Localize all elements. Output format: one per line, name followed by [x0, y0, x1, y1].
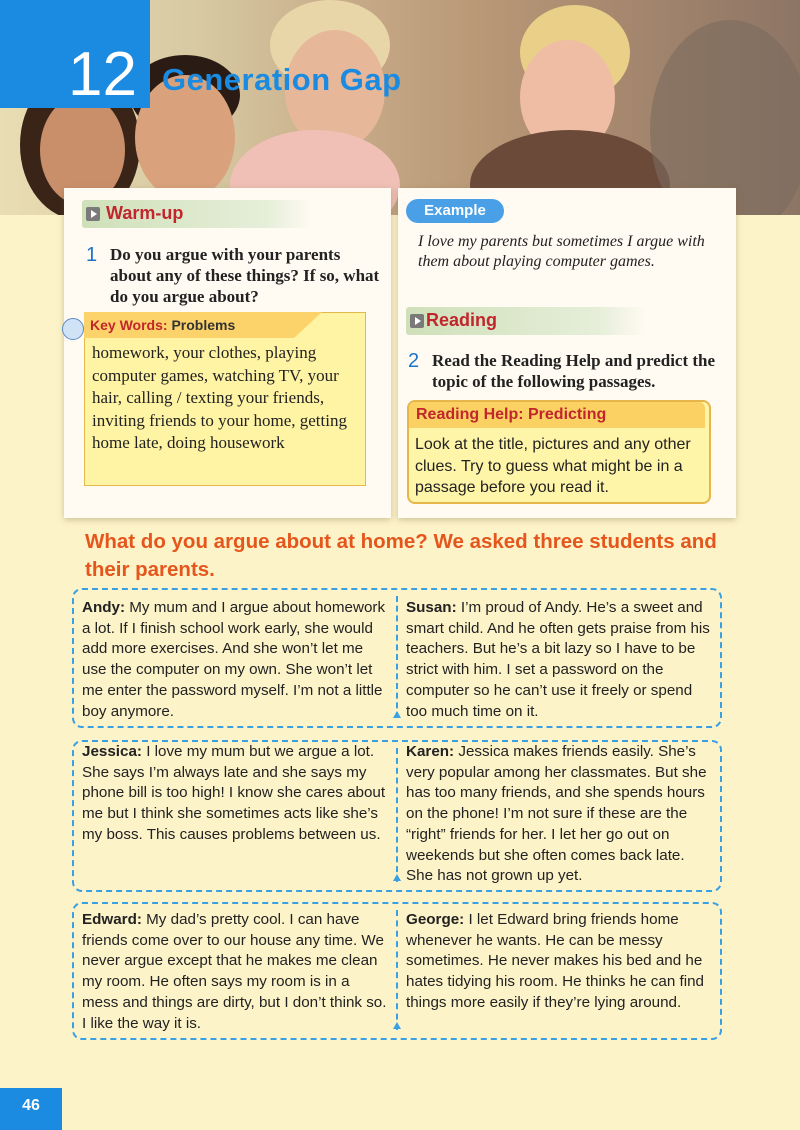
play-icon [410, 314, 424, 328]
warmup-label: Warm-up [106, 203, 184, 223]
quote-andy [82, 598, 388, 722]
key-words-topic: Problems [171, 317, 236, 333]
quote-text: Jessica makes friends easily. She’s very popular among her classmates. But she has too many friends, and she spends hours on the phone! I’m not sure if these are the “right” friends for her. I let her go out on weekends but she often comes back late. She has not grown up yet. [406, 743, 707, 885]
card-divider-3 [396, 910, 398, 1030]
quote-susan [406, 598, 712, 722]
reading-tab [406, 307, 646, 335]
speaker-name: Andy: [82, 599, 126, 616]
quote-karen [406, 742, 712, 887]
speaker-name: Edward: [82, 911, 142, 928]
key-words-title [90, 317, 235, 333]
reading-label: Reading [426, 310, 498, 330]
unit-number: 12 [68, 40, 137, 109]
quote-text: I love my mum but we argue a lot. She says I’m always late and she says my phone bill is too high! I know she cares about me but I think she sometimes acts like she’s my boss. This causes problems between us. [82, 743, 386, 843]
speaker-name: Susan: [406, 599, 457, 616]
example-text: I love my parents but sometimes I argue with them about playing computer games. [418, 233, 705, 270]
quote-jessica [82, 742, 388, 846]
play-icon [86, 207, 100, 221]
triangle-icon [393, 874, 401, 881]
speaker-name: Karen: [406, 743, 455, 760]
unit-title: Generation Gap [162, 62, 402, 97]
reading-question: Read the Reading Help and predict the topic of the following passages. [432, 351, 716, 391]
key-words-header-corner [294, 312, 322, 338]
key-words-label: Key Words: [90, 317, 168, 333]
warmup-tab [82, 200, 312, 228]
key-words-icon [62, 318, 84, 340]
question-number-2: 2 [408, 350, 420, 372]
triangle-icon [393, 1022, 401, 1029]
triangle-icon [393, 711, 401, 718]
quote-text: I’m proud of Andy. He’s a sweet and smart child. And he often gets praise from his teachers. But he’s a bit lazy so I have to be strict with him. I set a password on the computer so he can’t use it freely or spend too much time on it. [406, 599, 710, 720]
example-badge: Example [406, 199, 504, 223]
card-divider-2 [396, 748, 398, 882]
warmup-question: Do you argue with your parents about any of these things? If so, what do you argue about? [110, 245, 380, 306]
reading-help-title: Reading Help: Predicting [416, 406, 607, 423]
speaker-name: George: [406, 911, 465, 928]
reading-help-text: Look at the title, pictures and any other clues. Try to guess what might be in a passage before you read it. [415, 436, 691, 496]
card-divider-1 [396, 596, 398, 718]
speaker-name: Jessica: [82, 743, 142, 760]
quote-text: I let Edward bring friends home whenever he wants. He can be messy sometimes. He never makes his bed and he hates tidying his room. He thinks he can find things more easily if they’re lying around. [406, 911, 705, 1011]
passage-heading: What do you argue about at home? We asked three students and their parents. [85, 530, 717, 581]
quote-george [406, 910, 712, 1014]
quote-text: My dad’s pretty cool. I can have friends come over to our house any time. We never argue except that he makes me clean my room. He often says my room is in a mess and things are dirty, but I don’t think so. I like the way it is. [82, 911, 387, 1032]
question-number-1: 1 [86, 244, 98, 266]
page-number: 46 [22, 1097, 40, 1114]
quote-text: My mum and I argue about homework a lot. If I finish school work early, she would add more exercises. And she won’t let me use the computer on my own. She won’t let me enter the password myself. I’m not a little boy anymore. [82, 599, 386, 720]
quote-edward [82, 910, 388, 1034]
key-words-list: homework, your clothes, playing computer games, watching TV, your hair, calling / texting your friends, inviting friends to your home, getting home late, doing housework [92, 343, 347, 453]
